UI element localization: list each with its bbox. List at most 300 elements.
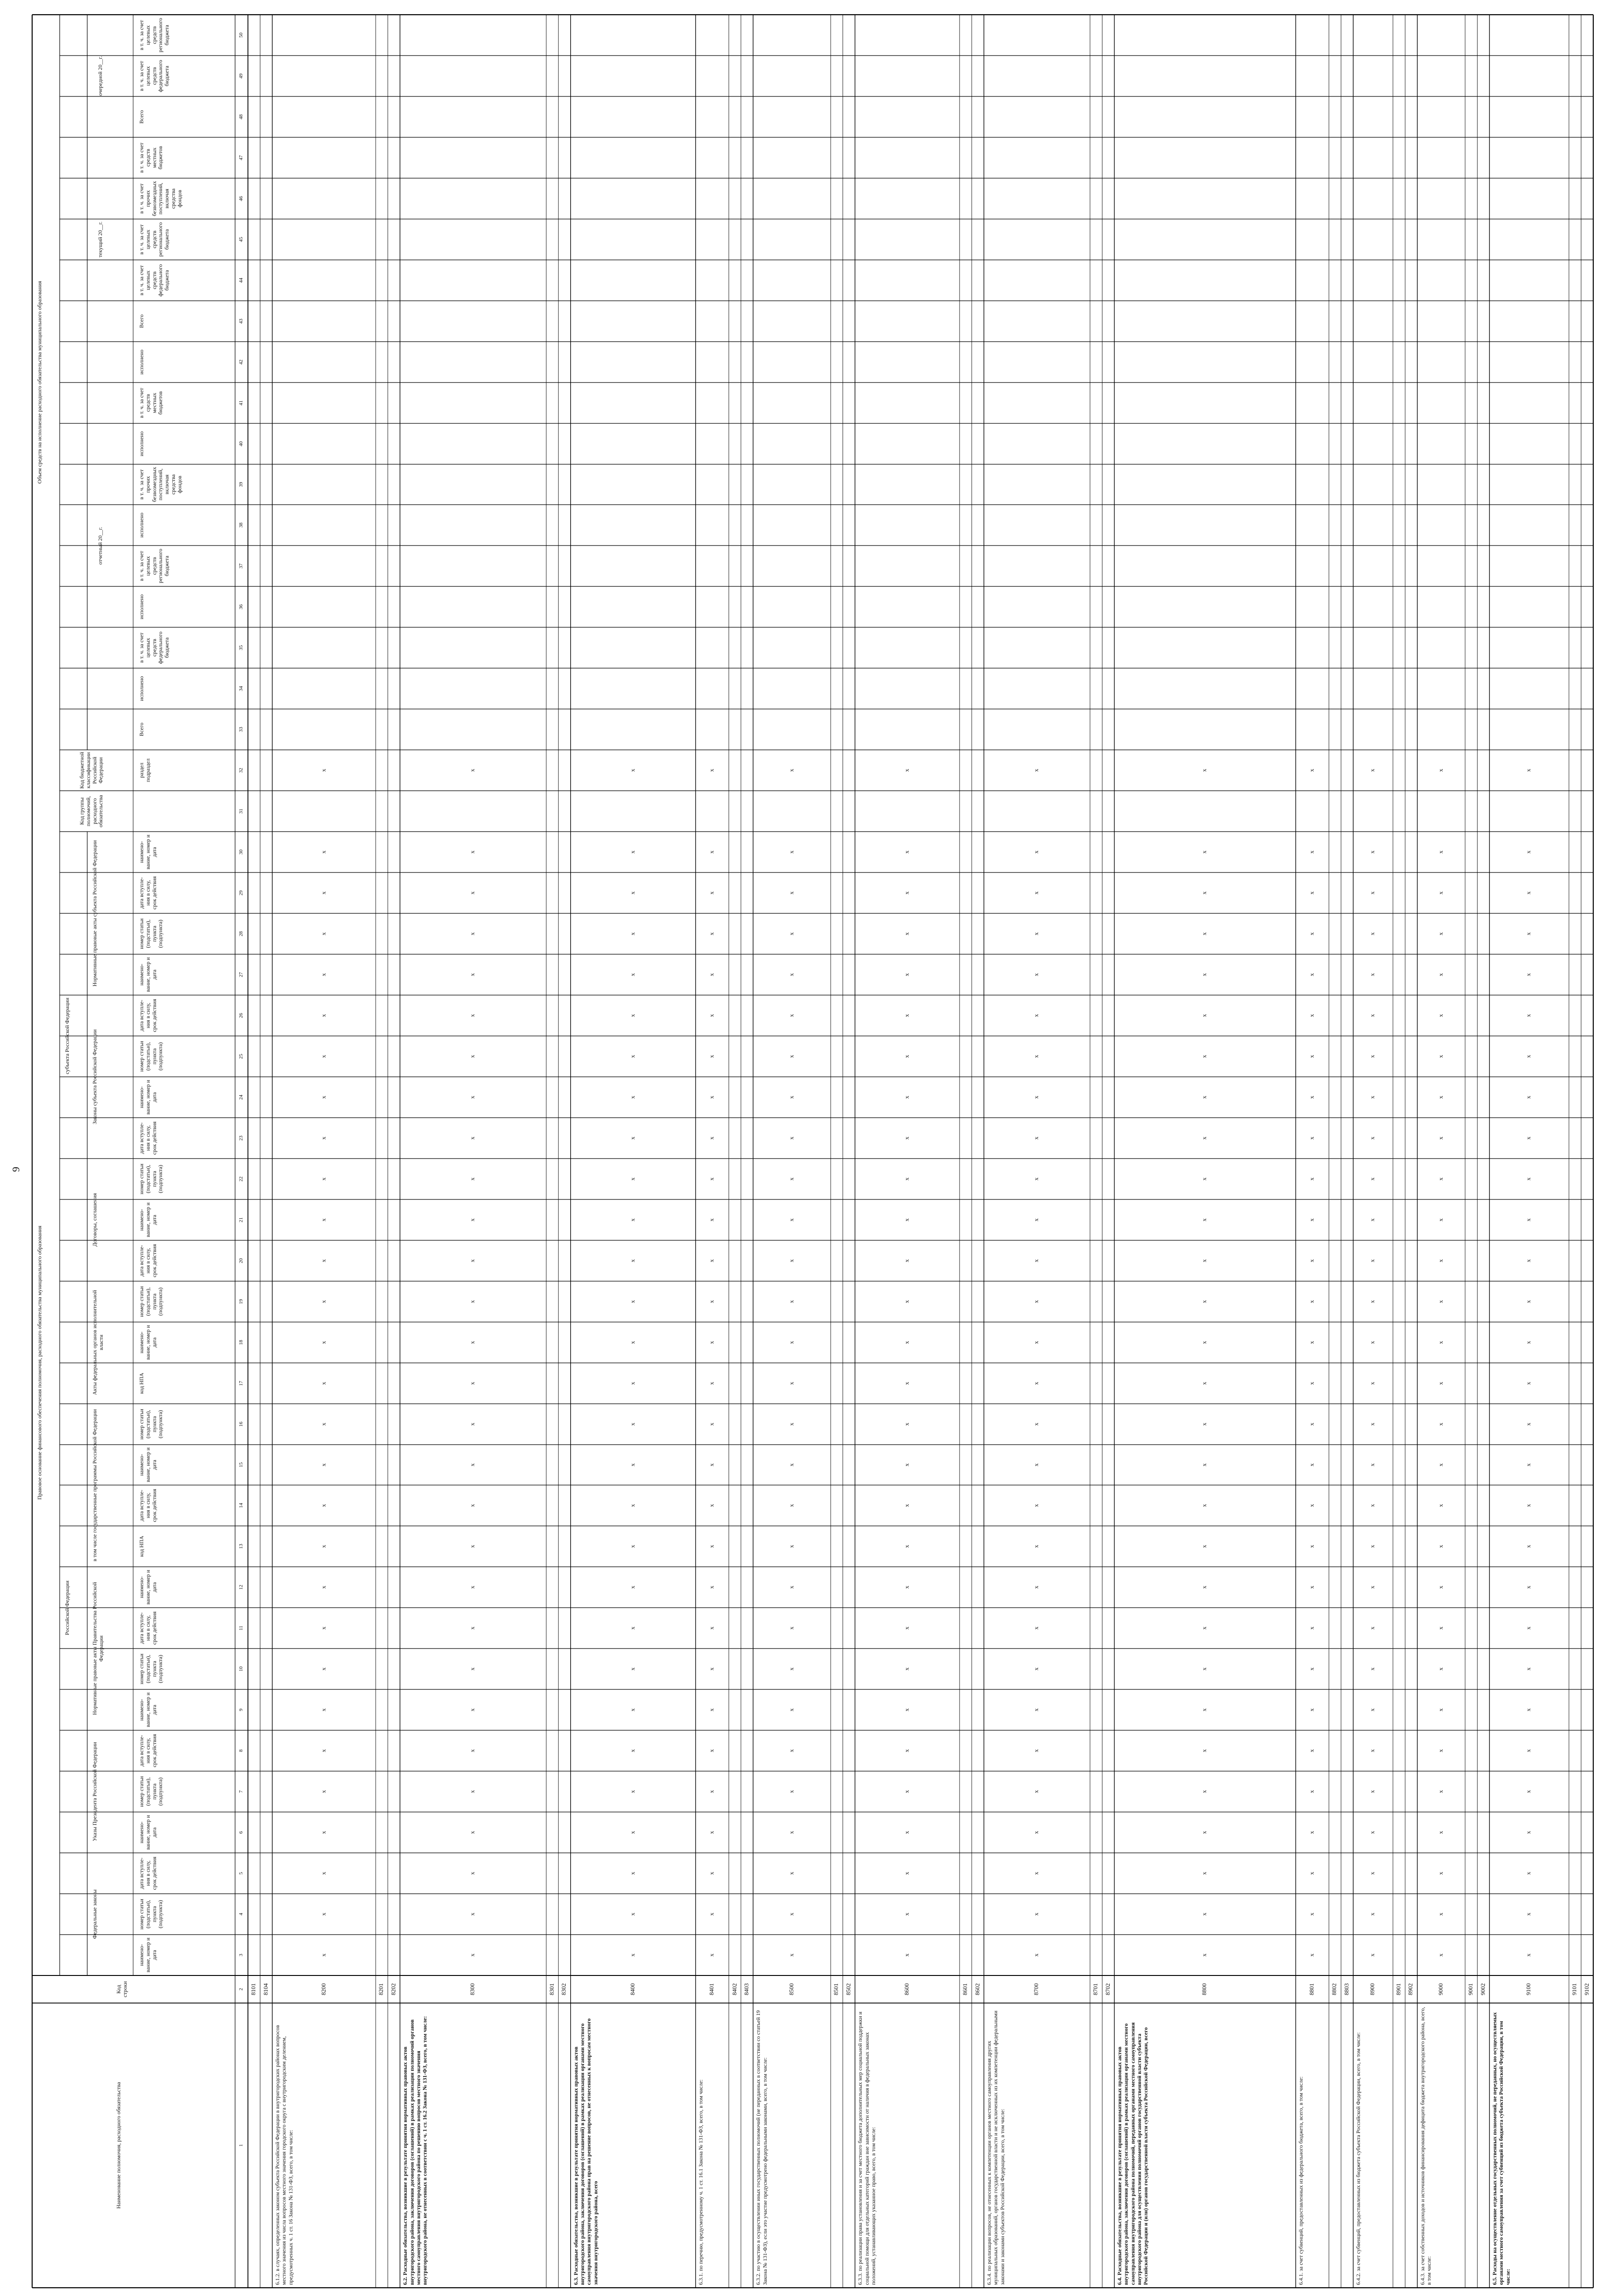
empty-cell-mark: x [1525, 1463, 1532, 1467]
header-money-col: в т. ч. за счет целевых средств федерального бюджета [138, 631, 170, 664]
empty-cell-mark: x [1525, 1913, 1532, 1916]
empty-cell-mark: x [629, 1626, 636, 1630]
empty-cell-mark: x [787, 1872, 795, 1875]
header-subcol: номер статьи (подстатьи), пункта (подпункта) [138, 918, 164, 949]
empty-cell-mark: x [1525, 1218, 1532, 1221]
empty-cell-mark: x [1369, 1382, 1376, 1385]
row-code: 8501 [832, 1983, 840, 1995]
header-subcol: код НПА [138, 1536, 145, 1557]
row-label: 6.4.1. за счет субвенций, предоставленных из федерального бюджета, всего, в том числе: [1297, 2076, 1304, 2285]
empty-cell-mark: x [1369, 1913, 1376, 1916]
empty-cell-mark: x [629, 1545, 636, 1548]
column-number: 14 [238, 1503, 244, 1508]
empty-cell-mark: x [1308, 1300, 1315, 1303]
empty-cell-mark: x [1369, 891, 1376, 895]
empty-cell-mark: x [903, 1341, 910, 1344]
header-money-col: исполнено [138, 512, 145, 538]
column-number: 42 [238, 360, 244, 365]
header-subcol: дата вступле- ния в силу, срок действия [138, 1121, 157, 1155]
column-number: 6 [238, 1831, 244, 1834]
empty-cell-mark: x [1033, 1953, 1040, 1957]
header-money-col: в т. ч. за счет прочих безвозмездных поступлений, включая средства фондов [138, 467, 183, 502]
column-number: 13 [238, 1544, 244, 1549]
column-number: 18 [238, 1340, 244, 1345]
header-gov-acts: Нормативные правовые акты Правительства Российской Федерации [91, 1582, 104, 1715]
empty-cell-mark: x [1033, 1014, 1040, 1017]
header-money-col: исполнено [138, 349, 145, 375]
empty-cell-mark: x [1033, 1626, 1040, 1630]
empty-cell-mark: x [469, 1831, 476, 1834]
empty-cell-mark: x [1033, 1463, 1040, 1467]
empty-cell-mark: x [1308, 1341, 1315, 1344]
empty-cell-mark: x [1308, 769, 1315, 772]
column-number: 1 [238, 2144, 244, 2147]
empty-cell-mark: x [1033, 1382, 1040, 1385]
column-number: 23 [238, 1136, 244, 1141]
empty-cell-mark: x [320, 1545, 327, 1548]
header-fed-exec-acts: Акты федеральных органов исполнительной власти [91, 1290, 104, 1395]
empty-cell-mark: x [1369, 973, 1376, 976]
row-code: 8200 [320, 1983, 327, 1995]
empty-cell-mark: x [469, 850, 476, 854]
row-code: 9001 [1467, 1983, 1474, 1995]
column-number: 31 [238, 809, 244, 814]
page-number: 9 [10, 1167, 22, 1172]
empty-cell-mark: x [320, 769, 327, 772]
column-number: 39 [238, 482, 244, 487]
header-subject: субъекта Российской Федерации [64, 997, 70, 1075]
empty-cell-mark: x [1437, 1259, 1444, 1262]
column-number: 33 [238, 727, 244, 732]
empty-cell-mark: x [787, 1463, 795, 1467]
header-money-col: исполнено [138, 594, 145, 619]
empty-cell-mark: x [787, 1382, 795, 1385]
row-label: 6.3.4. по реализации вопросов, не отнесенных к компетенции органов местного самоуправления других муниципальных образований, органов государственной власти и не исключенных из их компетенции федеральными законами и законами субъектов Российской Федерации, всего, в том числе: [985, 2010, 1006, 2285]
empty-cell-mark: x [1033, 1545, 1040, 1548]
empty-cell-mark: x [1525, 973, 1532, 976]
column-number: 41 [238, 400, 244, 405]
header-legal-basis: Правовое основание финансового обеспечения полномочия, расходного обязательства муниципального образования [36, 1226, 43, 1500]
empty-cell-mark: x [903, 1382, 910, 1385]
empty-cell-mark: x [1369, 1667, 1376, 1671]
empty-cell-mark: x [1369, 1341, 1376, 1344]
empty-cell-mark: x [1437, 1790, 1444, 1793]
empty-cell-mark: x [469, 1626, 476, 1630]
empty-cell-mark: x [469, 1463, 476, 1467]
empty-cell-mark: x [1369, 1586, 1376, 1589]
empty-cell-mark: x [320, 850, 327, 854]
empty-cell-mark: x [629, 1790, 636, 1793]
empty-cell-mark: x [903, 1708, 910, 1711]
header-subcol: код НПА [138, 1373, 145, 1394]
column-number: 32 [238, 768, 244, 773]
empty-cell-mark: x [469, 932, 476, 935]
empty-cell-mark: x [320, 1218, 327, 1221]
column-number: 40 [238, 441, 244, 446]
header-program-code: Код группы полномочий, расходного обязательства [79, 795, 104, 827]
empty-cell-mark: x [903, 891, 910, 895]
empty-cell-mark: x [320, 1463, 327, 1467]
empty-cell-mark: x [1201, 1341, 1208, 1344]
empty-cell-mark: x [708, 1708, 715, 1711]
column-number: 3 [238, 1953, 244, 1957]
column-number: 29 [238, 890, 244, 895]
empty-cell-mark: x [1369, 1463, 1376, 1467]
empty-cell-mark: x [1201, 1708, 1208, 1711]
row-code: 8901 [1395, 1983, 1402, 1995]
empty-cell-mark: x [903, 1545, 910, 1548]
empty-cell-mark: x [903, 1586, 910, 1589]
empty-cell-mark: x [1525, 769, 1532, 772]
empty-cell-mark: x [1201, 1055, 1208, 1058]
empty-cell-mark: x [1437, 1137, 1444, 1140]
column-number: 8 [238, 1749, 244, 1752]
empty-cell-mark: x [708, 1504, 715, 1507]
header-subcol: наимено- вание, номер и дата [138, 834, 157, 870]
column-number: 21 [238, 1217, 244, 1222]
empty-cell-mark: x [903, 1831, 910, 1834]
empty-cell-mark: x [787, 891, 795, 895]
empty-cell-mark: x [903, 932, 910, 935]
empty-cell-mark: x [320, 1423, 327, 1426]
empty-cell-mark: x [469, 1137, 476, 1140]
empty-cell-mark: x [1525, 1504, 1532, 1507]
row-code: 9100 [1525, 1983, 1532, 1995]
column-number: 9 [238, 1708, 244, 1711]
empty-cell-mark: x [320, 1504, 327, 1507]
empty-cell-mark: x [1308, 1749, 1315, 1752]
empty-cell-mark: x [320, 1708, 327, 1711]
empty-cell-mark: x [1308, 1096, 1315, 1099]
empty-cell-mark: x [787, 1831, 795, 1834]
row-code: 8800 [1201, 1983, 1208, 1995]
column-number: 44 [238, 278, 244, 283]
empty-cell-mark: x [1201, 973, 1208, 976]
empty-cell-mark: x [469, 1913, 476, 1916]
column-number: 37 [238, 563, 244, 568]
empty-cell-mark: x [469, 1423, 476, 1426]
empty-cell-mark: x [1033, 1749, 1040, 1752]
row-label: 6.1.2. в случаях, определенных законом субъекта Российской Федерации в внутригородских районах вопросов местного значения из числа вопросов местного значения городского округа с внутригородским делением, предусмотренных ч. 1 ст. 16 Закона № 131-ФЗ, всего, в том числе: [274, 2025, 294, 2285]
row-code: 8302 [560, 1983, 568, 1995]
empty-cell-mark: x [1201, 1667, 1208, 1671]
header-budget-class: Код бюджетной классификации Российской Федерации [79, 752, 104, 789]
row-code: 9000 [1437, 1983, 1444, 1995]
header-subcol: дата вступле- ния в силу, срок действия [138, 1244, 157, 1277]
empty-cell-mark: x [903, 1913, 910, 1916]
empty-cell-mark: x [469, 1300, 476, 1303]
empty-cell-mark: x [1437, 1423, 1444, 1426]
empty-cell-mark: x [1525, 891, 1532, 895]
empty-cell-mark: x [903, 1218, 910, 1221]
empty-cell-mark: x [1437, 1626, 1444, 1630]
empty-cell-mark: x [1308, 1382, 1315, 1385]
column-number: 27 [238, 972, 244, 977]
column-number: 12 [238, 1585, 244, 1590]
empty-cell-mark: x [1033, 973, 1040, 976]
empty-cell-mark: x [903, 1749, 910, 1752]
empty-cell-mark: x [903, 1423, 910, 1426]
empty-cell-mark: x [1033, 1259, 1040, 1262]
empty-cell-mark: x [1525, 1259, 1532, 1262]
empty-cell-mark: x [320, 891, 327, 895]
empty-cell-mark: x [787, 1177, 795, 1181]
empty-cell-mark: x [1525, 1790, 1532, 1793]
empty-cell-mark: x [708, 1096, 715, 1099]
header-volume: Объем средств на исполнение расходного обязательства муниципального образования [36, 281, 43, 484]
empty-cell-mark: x [629, 769, 636, 772]
empty-cell-mark: x [1308, 1545, 1315, 1548]
empty-cell-mark: x [1308, 850, 1315, 854]
header-subcol: наимено- вание, номер и дата [138, 1447, 157, 1482]
column-number: 25 [238, 1054, 244, 1059]
empty-cell-mark: x [1369, 769, 1376, 772]
empty-cell-mark: x [629, 1953, 636, 1957]
empty-cell-mark: x [708, 1463, 715, 1467]
empty-cell-mark: x [1201, 1545, 1208, 1548]
empty-cell-mark: x [320, 1341, 327, 1344]
column-number: 22 [238, 1176, 244, 1182]
header-subcol: наимено- вание, номер и дата [138, 1080, 157, 1115]
empty-cell-mark: x [1525, 1586, 1532, 1589]
empty-cell-mark: x [320, 1749, 327, 1752]
empty-cell-mark: x [1201, 1831, 1208, 1834]
empty-cell-mark: x [1033, 1872, 1040, 1875]
empty-cell-mark: x [1437, 769, 1444, 772]
empty-cell-mark: x [469, 1872, 476, 1875]
empty-cell-mark: x [629, 1096, 636, 1099]
empty-cell-mark: x [629, 932, 636, 935]
row-code: 8101 [250, 1983, 257, 1995]
empty-cell-mark: x [1201, 1504, 1208, 1507]
row-label: 6.3.3. по реализации права установления и за счет местного бюджета дополнительных мер социальной поддержки и социальной помощи для отдельных категорий граждан вне зависимости от наличия в федеральных законах положений, устанавливающих указанное право, всего, в том числе: [857, 2011, 877, 2285]
empty-cell-mark: x [320, 1913, 327, 1916]
empty-cell-mark: x [1201, 1137, 1208, 1140]
empty-cell-mark: x [1437, 1872, 1444, 1875]
header-next: очередной 20__г. [97, 56, 103, 96]
column-number: 20 [238, 1258, 244, 1263]
empty-cell-mark: x [708, 1177, 715, 1181]
header-subcol: наимено- вание, номер и дата [138, 1692, 157, 1728]
empty-cell-mark: x [469, 1218, 476, 1221]
empty-cell-mark: x [1033, 891, 1040, 895]
empty-cell-mark: x [1369, 1259, 1376, 1262]
column-number: 43 [238, 319, 244, 324]
empty-cell-mark: x [708, 1667, 715, 1671]
header-subcol: номер статьи (подстатьи), пункта (подпункта) [138, 1286, 164, 1317]
header-money-col: в т. ч. за счет целевых средств регионального бюджета [138, 222, 170, 257]
empty-cell-mark: x [469, 891, 476, 895]
header-subcol: наимено- вание, номер и дата [138, 1815, 157, 1850]
empty-cell-mark: x [1201, 1096, 1208, 1099]
empty-cell-mark: x [903, 1872, 910, 1875]
empty-cell-mark: x [1369, 1137, 1376, 1140]
empty-cell-mark: x [1201, 1913, 1208, 1916]
empty-cell-mark: x [903, 1014, 910, 1017]
empty-cell-mark: x [1369, 1014, 1376, 1017]
empty-cell-mark: x [1369, 1626, 1376, 1630]
empty-cell-mark: x [903, 1463, 910, 1467]
empty-cell-mark: x [629, 1708, 636, 1711]
empty-cell-mark: x [629, 1872, 636, 1875]
row-label: 6.4.3. за счет собственных доходов и источников финансирования дефицита бюджета внутригородского района, всего, в том числе: [1419, 2007, 1433, 2285]
empty-cell-mark: x [903, 1259, 910, 1262]
empty-cell-mark: x [1033, 1831, 1040, 1834]
header-subcol: дата вступле- ния в силу, срок действия [138, 1734, 157, 1767]
empty-cell-mark: x [708, 1626, 715, 1630]
empty-cell-mark: x [708, 1382, 715, 1385]
empty-cell-mark: x [469, 1504, 476, 1507]
column-number: 38 [238, 523, 244, 528]
empty-cell-mark: x [320, 1137, 327, 1140]
header-gov-programs: в том числе государственные программы Российской Федерации [91, 1409, 98, 1562]
empty-cell-mark: x [1033, 850, 1040, 854]
empty-cell-mark: x [1437, 1463, 1444, 1467]
empty-cell-mark: x [320, 1096, 327, 1099]
empty-cell-mark: x [1308, 973, 1315, 976]
empty-cell-mark: x [320, 1667, 327, 1671]
row-code: 8502 [844, 1983, 852, 1995]
header-fed-laws: Федеральные законы [91, 1889, 98, 1939]
empty-cell-mark: x [629, 1586, 636, 1589]
header-money-col: Всего [138, 110, 145, 124]
empty-cell-mark: x [469, 1341, 476, 1344]
empty-cell-mark: x [1525, 1667, 1532, 1671]
empty-cell-mark: x [787, 1545, 795, 1548]
row-code: 8401 [708, 1983, 715, 1995]
row-label: 6.2. Расходные обязательства, возникшие в результате принятия нормативных правовых актов внутригородского района, заключения договоров (соглашений) в рамках реализации полномочий органов местного самоуправления внутригородского района по решению вопросов местного значения внутригородского района, не отнесенных в соответствии с ч. 1 ст. 16.2 Закона № 131-ФЗ, всего, в том числе: [402, 2016, 428, 2285]
empty-cell-mark: x [708, 1218, 715, 1221]
empty-cell-mark: x [708, 1790, 715, 1793]
empty-cell-mark: x [903, 850, 910, 854]
empty-cell-mark: x [469, 1545, 476, 1548]
empty-cell-mark: x [708, 1259, 715, 1262]
empty-cell-mark: x [320, 1872, 327, 1875]
header-money-col: в т. ч. за счет средств местных бюджетов [138, 142, 164, 173]
row-code: 8202 [389, 1983, 397, 1995]
empty-cell-mark: x [1369, 932, 1376, 935]
column-number: 34 [238, 686, 244, 691]
empty-cell-mark: x [708, 1749, 715, 1752]
empty-cell-mark: x [903, 1953, 910, 1957]
row-code: 8400 [629, 1983, 636, 1995]
header-subject-acts: Нормативные правовые акты субъекта Российской Федерации [91, 840, 98, 987]
empty-cell-mark: x [469, 1014, 476, 1017]
empty-cell-mark: x [787, 1790, 795, 1793]
header-money-col: в т. ч. за счет целевых средств федерального бюджета [138, 264, 170, 297]
empty-cell-mark: x [1201, 932, 1208, 935]
header-decrees: Указы Президента Российской Федерации [91, 1742, 98, 1841]
empty-cell-mark: x [1437, 1055, 1444, 1058]
empty-cell-mark: x [1308, 1137, 1315, 1140]
empty-cell-mark: x [1308, 1626, 1315, 1630]
header-money-col: Всего [138, 314, 145, 328]
empty-cell-mark: x [1308, 1667, 1315, 1671]
empty-cell-mark: x [787, 1749, 795, 1752]
empty-cell-mark: x [708, 1014, 715, 1017]
empty-cell-mark: x [1201, 1790, 1208, 1793]
column-number: 49 [238, 73, 244, 79]
empty-cell-mark: x [1525, 1872, 1532, 1875]
empty-cell-mark: x [1437, 1708, 1444, 1711]
empty-cell-mark: x [787, 1586, 795, 1589]
empty-cell-mark: x [903, 1667, 910, 1671]
empty-cell-mark: x [1308, 1423, 1315, 1426]
empty-cell-mark: x [629, 1341, 636, 1344]
empty-cell-mark: x [320, 1626, 327, 1630]
empty-cell-mark: x [1525, 1014, 1532, 1017]
header-subcol: наимено- вание, номер и дата [138, 1202, 157, 1238]
empty-cell-mark: x [1437, 1586, 1444, 1589]
row-code: 8300 [469, 1983, 476, 1995]
empty-cell-mark: x [320, 973, 327, 976]
empty-cell-mark: x [787, 1096, 795, 1099]
empty-cell-mark: x [1308, 891, 1315, 895]
empty-cell-mark: x [1525, 1341, 1532, 1344]
empty-cell-mark: x [1437, 1953, 1444, 1957]
empty-cell-mark: x [787, 1055, 795, 1058]
empty-cell-mark: x [1308, 1831, 1315, 1834]
empty-cell-mark: x [1369, 1708, 1376, 1711]
empty-cell-mark: x [1437, 1382, 1444, 1385]
header-reporting: отчетный 20__г. [97, 527, 103, 565]
column-number: 28 [238, 931, 244, 936]
row-code: 8500 [787, 1983, 795, 1995]
empty-cell-mark: x [708, 1831, 715, 1834]
header-subcol: номер статьи (подстатьи), пункта (подпункта) [138, 1164, 164, 1194]
row-code: 8104 [262, 1983, 269, 1995]
empty-cell-mark: x [320, 932, 327, 935]
empty-cell-mark: x [320, 1953, 327, 1957]
empty-cell-mark: x [1525, 1626, 1532, 1630]
header-rf: Российской Федерации [64, 1581, 70, 1635]
header-section: раздел подраздел [138, 758, 151, 782]
empty-cell-mark: x [1201, 1463, 1208, 1467]
row-code: 8701 [1092, 1983, 1099, 1995]
row-code: 9002 [1479, 1983, 1486, 1995]
empty-cell-mark: x [1308, 1177, 1315, 1181]
empty-cell-mark: x [320, 1177, 327, 1181]
row-code: 8801 [1308, 1983, 1315, 1995]
empty-cell-mark: x [903, 769, 910, 772]
empty-cell-mark: x [1369, 1055, 1376, 1058]
empty-cell-mark: x [1437, 932, 1444, 935]
empty-cell-mark: x [1033, 1096, 1040, 1099]
empty-cell-mark: x [1525, 1831, 1532, 1834]
empty-cell-mark: x [1525, 1055, 1532, 1058]
empty-cell-mark: x [1201, 1749, 1208, 1752]
column-number: 15 [238, 1462, 244, 1468]
column-number: 45 [238, 237, 244, 242]
column-number: 46 [238, 196, 244, 201]
empty-cell-mark: x [629, 1014, 636, 1017]
empty-cell-mark: x [708, 850, 715, 854]
empty-cell-mark: x [708, 1545, 715, 1548]
empty-cell-mark: x [1525, 1749, 1532, 1752]
empty-cell-mark: x [903, 1790, 910, 1793]
empty-cell-mark: x [708, 1055, 715, 1058]
empty-cell-mark: x [1033, 1218, 1040, 1221]
empty-cell-mark: x [629, 1300, 636, 1303]
empty-cell-mark: x [1308, 1259, 1315, 1262]
empty-cell-mark: x [1308, 1504, 1315, 1507]
empty-cell-mark: x [1033, 1055, 1040, 1058]
row-code: 8902 [1407, 1983, 1414, 1995]
header-money-col: в т. ч. за счет средств местных бюджетов [138, 388, 164, 418]
empty-cell-mark: x [787, 973, 795, 976]
row-code: 8802 [1331, 1983, 1338, 1995]
header-current: текущий 20__г. [97, 221, 103, 258]
